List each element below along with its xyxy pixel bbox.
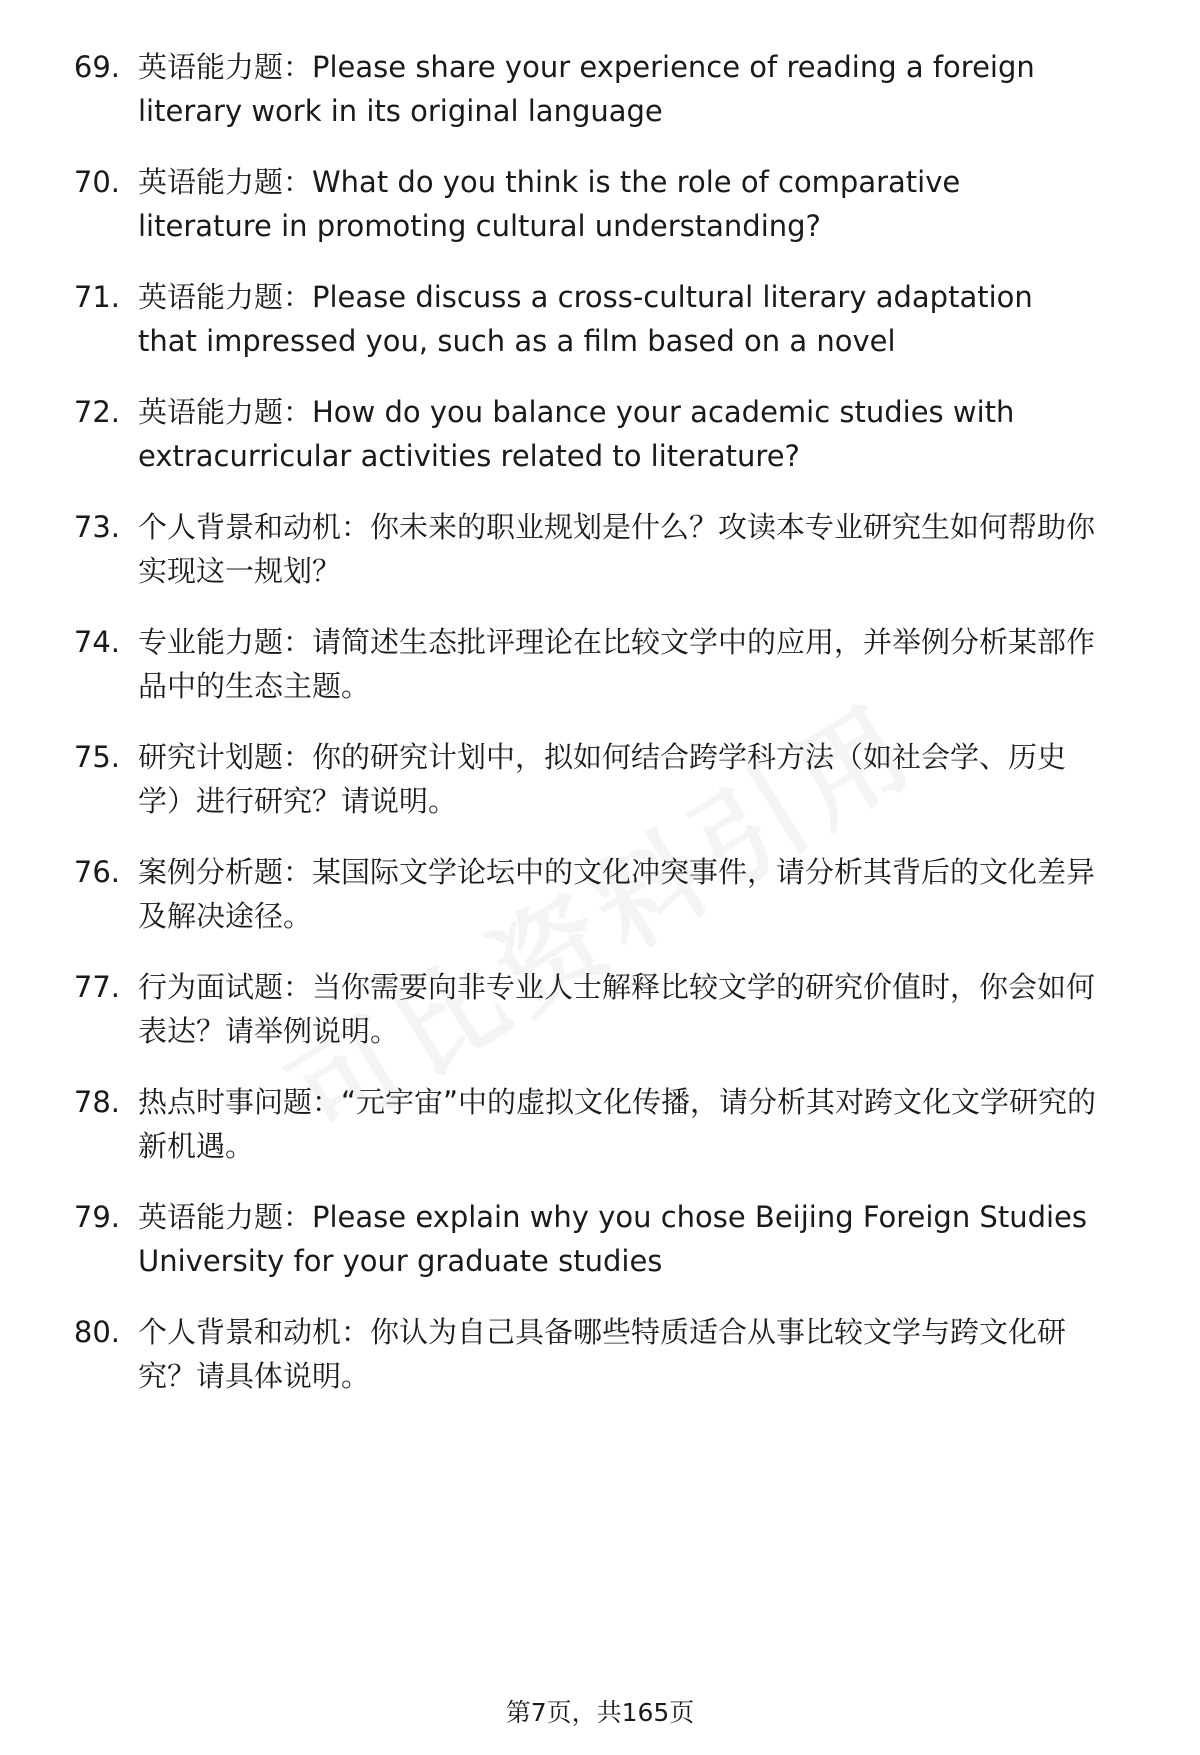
question-number: 72. bbox=[73, 395, 120, 429]
list-item bbox=[52, 736, 1100, 823]
question-text: 行为面试题：当你需要向非专业人士解释比较文学的研究价值时，你会如何表达？请举例说明。 bbox=[138, 970, 1096, 1048]
list-item bbox=[52, 966, 1100, 1053]
question-text: 英语能力题：How do you balance your academic studies with extracurricular activities related to literature? bbox=[138, 395, 1015, 473]
question-text: 英语能力题：What do you think is the role of comparative literature in promoting cultural understanding? bbox=[138, 165, 961, 243]
list-item bbox=[52, 1081, 1100, 1168]
question-number: 80. bbox=[73, 1315, 120, 1349]
page-footer: 第7页，共165页 bbox=[505, 1698, 695, 1727]
question-number: 71. bbox=[73, 280, 120, 314]
list-item bbox=[52, 621, 1100, 708]
list-item bbox=[52, 506, 1100, 593]
question-number: 69. bbox=[73, 50, 120, 84]
question-text: 英语能力题：Please share your experience of reading a foreign literary work in its original language bbox=[138, 50, 1035, 128]
question-number: 75. bbox=[73, 740, 120, 774]
question-text: 研究计划题：你的研究计划中，拟如何结合跨学科方法（如社会学、历史学）进行研究？请说明。 bbox=[138, 740, 1067, 818]
question-text: 个人背景和动机：你认为自己具备哪些特质适合从事比较文学与跨文化研究？请具体说明。 bbox=[138, 1315, 1067, 1393]
list-item bbox=[52, 1311, 1100, 1398]
question-number: 79. bbox=[73, 1200, 120, 1234]
question-text: 英语能力题：Please discuss a cross-cultural literary adaptation that impressed you, such as a film based on a novel bbox=[138, 280, 1033, 358]
question-text: 个人背景和动机：你未来的职业规划是什么？攻读本专业研究生如何帮助你实现这一规划？ bbox=[138, 510, 1096, 588]
list-item bbox=[52, 161, 1100, 248]
question-number: 73. bbox=[73, 510, 120, 544]
question-text: 专业能力题：请简述生态批评理论在比较文学中的应用，并举例分析某部作品中的生态主题。 bbox=[138, 625, 1096, 703]
question-number: 74. bbox=[73, 625, 120, 659]
list-item bbox=[52, 276, 1100, 363]
list-item bbox=[52, 1196, 1100, 1283]
question-text: 案例分析题：某国际文学论坛中的文化冲突事件，请分析其背后的文化差异及解决途径。 bbox=[138, 855, 1096, 933]
question-number: 77. bbox=[73, 970, 120, 1004]
list-item bbox=[52, 46, 1100, 133]
list-item bbox=[52, 851, 1100, 938]
question-number: 70. bbox=[73, 165, 120, 199]
question-number: 78. bbox=[73, 1085, 120, 1119]
question-text: 英语能力题：Please explain why you chose Beijing Foreign Studies University for your graduate studies bbox=[138, 1200, 1087, 1278]
question-number: 76. bbox=[73, 855, 120, 889]
question-text: 热点时事问题：“元宇宙”中的虚拟文化传播，请分析其对跨文化文学研究的新机遇。 bbox=[138, 1085, 1097, 1163]
list-item bbox=[52, 391, 1100, 478]
question-list bbox=[52, 46, 1100, 1398]
